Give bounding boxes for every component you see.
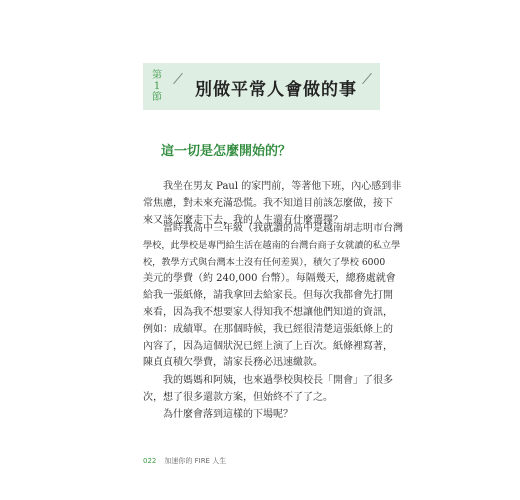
chapter-number-label <box>150 70 164 103</box>
text-line: 我的媽媽和阿姨，也來過學校與校長「開會」了很多 <box>143 375 393 386</box>
chapter-label-char: 第 <box>152 70 162 81</box>
text-line: 來看，因為我不想要家人得知我不想讓他們知道的資訊， <box>143 306 393 318</box>
text-line: 校，教學方式與台灣本土沒有任何差異），積欠了學校 6000 <box>143 256 386 268</box>
book-title: 加速你的 FIRE 人生 <box>164 457 227 465</box>
chapter-label-char: 節 <box>152 92 162 103</box>
text-line: 常焦慮，對未來充滿恐慌。我不知道目前該怎麼做，接下 <box>143 197 393 209</box>
chapter-title: 別做平常人會做的事 <box>195 80 357 100</box>
section-heading: 這一切是怎麼開始的？ <box>161 144 292 159</box>
text-line: 陳貞貞積欠學費，請家長務必迅速繳款。 <box>143 357 323 369</box>
text-line: 我坐在男友 Paul 的家門前，等著他下班，內心感到非 <box>143 181 402 192</box>
text-line: 美元的學費（約 240,000 台幣）。每隔幾天，總務處就會 <box>143 273 396 285</box>
text-line: 當時我高中三年級（我就讀的高中是越南胡志明市台灣 <box>143 223 403 234</box>
chapter-label-number: 1 <box>153 81 161 92</box>
page-number: 022 <box>143 457 157 465</box>
text-line: 為什麼會落到這樣的下場呢？ <box>143 408 293 420</box>
text-line: 來又該怎麼走下去，我的人生還有什麼選擇？ <box>143 214 343 226</box>
paragraph-2 <box>143 221 403 372</box>
text-line: 次，想了很多還款方案，但始終不了了之。 <box>143 391 333 403</box>
text-line: 學校，此學校是專門給生活在越南的台灣台商子女就讀的私立學 <box>143 239 401 251</box>
page-footer <box>143 456 226 466</box>
text-line: 例如：成績單。在那個時候，我已經很清楚這張紙條上的 <box>143 323 393 335</box>
text-line: 給我一張紙條，請我拿回去給家長。但每次我都會先打開 <box>143 290 393 302</box>
paragraph-3 <box>143 373 393 423</box>
text-line: 內容了，因為這個狀況已經上演了上百次。紙條裡寫著， <box>143 340 393 352</box>
